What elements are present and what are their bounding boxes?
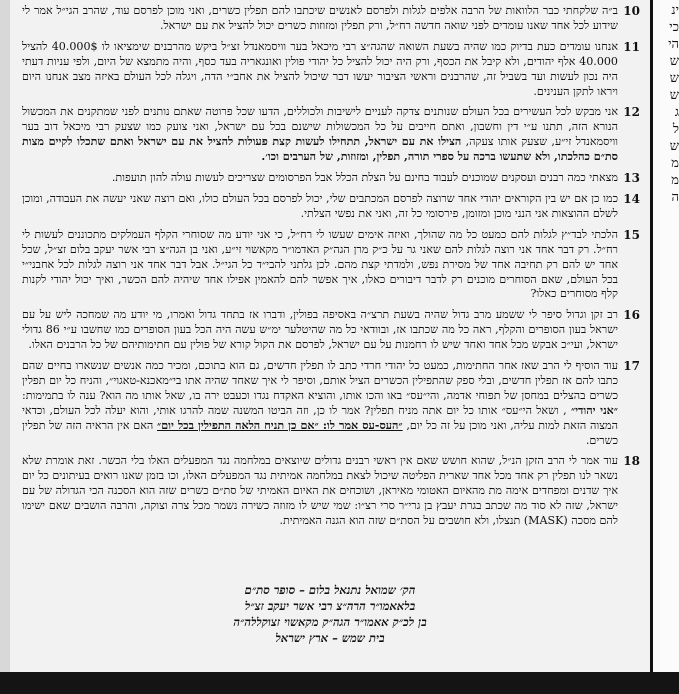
item-text: אנחנו עומדים כעת בדיוק כמו שהיה בשעת השואה שהגה״צ רבי מיכאל בער וויסמאנדל זצ״ל ביקש מהרבנים שימציאו לו 40.000$ להציל 40.000 אלף יהודים, ולא קיבל את הכסף, ורק היה יכול להציל כל יהודי פולין ואונגאריה בעד כסף, והיה מתמצא של היום, ולפי עניות דעתי היה נכון לעשות ועד בשביל זה, שהרבנים וראשי הציבור יעשו דבר שיכול להציל את אחב״י הדה, ויגלה לכל העולם באיזה מצב אנחנו היום ויראו לתקן הענינים. (22, 39, 618, 98)
list-item (22, 192, 640, 222)
list-item (22, 359, 640, 448)
list-item (22, 308, 640, 353)
item-text: ב״ה שלקחתי כבר הלוואות של הרבה אלפים לגלות ולפרסם לאנשים שיכתבו להם תפלין כשרים, ואני מוכן לפרסם עוד, שהרב הגי״ל אמר לי שידוע לכל אחד שאנו עומדים לפני שואה חדשה רח״ל, ורק תפלין ומזוזות כשרים יכול להציל את עם ישראל. (22, 4, 618, 32)
item-text-container (22, 359, 618, 448)
item-text-container (22, 105, 618, 165)
item-text: רב זקן וגדול סיפר לי ששמע מרב גדול שהיה בשעת תרצ״ה באסיפה בפולין, ודברו אז בתחד גדול ואמרו, מי יודע מה שמחכה ליש על עם ישראל בעון הסופרים והקלף, ראה כל מה שכתבו אז, ובוודאי כל מה שהיטלער ימ״ש עשה היה הכל בעון הסופרים כמו שחשבו ע״י 86 גדולי ישראל, ועי״כ אבקש מכל אחד ואחד שיש לו רחמנות על עם ישראל, לפרסם את הקול קורא של פולין עם חתימותיהם של כל הרבנים האלו. (22, 308, 619, 352)
left-page-edge (0, 0, 10, 672)
sliver-line: הי (668, 37, 679, 52)
list-item (22, 40, 640, 100)
sliver-line: ל (672, 122, 679, 137)
item-number: 16 (623, 308, 640, 323)
item-number: 13 (623, 171, 640, 186)
item-number: 15 (623, 227, 640, 242)
sliver-line: ש (669, 88, 679, 103)
item-number: 11 (623, 39, 640, 54)
document-page (10, 0, 650, 672)
item-number: 14 (623, 191, 640, 206)
sliver-line: מ (671, 173, 679, 188)
item-text: אני מבקש לכל העשירים בכל העולם שנותנים צדקה לעניים לישיבות ולכוללים, הדעו שכל פרוטה שאתם נותנים לפני שמתקנים את המכשול הנורא הזה, תתנו ע״י דין וחשבון, ואתם חייבים על כל המכשולות שישנם בכל עם ישראל, ואני צועק כמו שצעק רבי מיכאל דוב בער וויסמאנדל זי״ע, שצעק אותו צעקה, (22, 105, 619, 149)
item-bold-text: הצילו את עם ישראל, תתחילו לעשות קצת פעולות להציל את עם ישראל ואתם שתכלו לקיים מצות סת״ם כהלכתו, ולא שתעשו ברכה על ספרי תורה, תפלין, ומזוזות, של הערבים וכו׳. (22, 135, 618, 164)
sliver-line: ה (671, 190, 679, 205)
item-text: כמו כן אם יש בין הקוראים יהודי אחד שרוצה לפרסם המכתבים שלי, יכול לפרסם בכל העולם כולו, ואם רוצה שאני יעשה את העבודה, ומוכן לשלם ההוצאות אני הנני מוכן ומזומן, פירסומי כל זה, ואני את נפשי הצלתי. (22, 191, 618, 220)
item-underlined-quote: ״העס-עס אמר לו: ״אם כן תניח הלאה התפילין בכל יום״ (157, 418, 403, 432)
signature-line: בית שמש – ארץ ישראל (275, 631, 385, 645)
sliver-line: ג (674, 105, 679, 120)
list-item (22, 228, 640, 303)
item-text: מצאתי כמה רבנים ועסקנים שמוכנים לעבוד בחינם על הצלת הכלל אבל הפרסומים שצריכים לעשות עולה להון תועפות. (111, 171, 618, 185)
signature-line: בלאאמו״ר הרה״צ רבי אשר יעקב זצ״ל (244, 599, 416, 613)
sliver-line: ש (669, 54, 679, 69)
list-item (22, 105, 640, 165)
item-number: 12 (623, 105, 640, 120)
item-number: 18 (623, 454, 640, 469)
sliver-line: ש (669, 71, 679, 86)
adjacent-page-sliver (650, 0, 679, 694)
sliver-line: ש (669, 139, 679, 154)
list-item (22, 171, 640, 186)
item-text-end: האם אין הראיה הזה של תפלין כשרים. (22, 418, 618, 447)
item-text-continued: , ושאל הי״עס״ אותו כל יום אתה מניח תפלין? אמר לו כן, וזה הביטו המשנה שמה להרגו אותי, והוא יעלה לכל העולם, וכדאי המצוה הזאת למות עליה, ואני מוכן על זה כל יום, (22, 403, 619, 432)
signature-line: בן לכ״ק אאמו״ר הגה״ק מקאשוי זצוקללה״ה (233, 615, 427, 629)
sliver-line: כי (669, 20, 679, 35)
list-item (22, 4, 640, 34)
item-text: הלכתי לבד״ץ לגלות להם כמעט כל מה שהולך, ואיזה אימים שעשו לי רח״ל, כי אני יודע מה שסוחרי הקלף העמלקים מתכוננים לעשות לי רח״ל. רק דבר אחד אני רוצה לגלות להם שאני גר על כ״ק מרן הגה״ק האדמו״ר מקאשוי זי״ע, ואני בן הגה״צ רבי אשר יעקב בלום זצ״ל, שכל אחד יש להם רק תחיבה אחד של מסירת נפש, ולמדתי קצת מהם. לכן גלתני להבי״ד כל הגי״ל. אבל דבר אחד אני רוצה לגלות לכל אחבני״י בכל העולם, שאם הסוחרים מוכנים רק לדבר דיבורים כאלו, איך אפשר להם להאמין אפילו אחד שיהיה להם הכשר, ואיך יכול יהודי לקנות קלף מסוחרים כאלו? (22, 227, 618, 301)
signature-line: הק׳ שמואל נתנאל בלום – סופר סת״ם (244, 583, 416, 597)
item-text: עוד אמר לי הרב הזקן הנ״ל, שהוא חושש שאם אין ראשי רבנים גדולים שיוצאים במלחמה נגד המפעלים האלו בלי הכשר. זאת אומרת שלא נשאר לנו תפלין רק אחד מכל אחד שארית הפליטה שיכול לצאת במלחמה אמיתית נגד המפעלים האלו, וכו בזמן שאנו רואים בעיתונים כל יום איך שדנים ומפחדים אימה מת מהאיום האטומי מאיראן, ושוכחים את האיום האמיתי של סת״ם כשרים שזה הוא הסכנה הכי הגדולה של עם ישראל, שזה לא סוד מה שכתב בגרת יעבץ בן גרי״ר סרי רצ״ו: שמי שיש לו מזוזה כשירה נשמר מכל צרה וצוקה, והרבה הושבים שאם ישימו להם מסכה (MASK) תנצלו, ולא חושבים על הסת״ם שזה הוא הגנה האמיתית. (22, 454, 618, 528)
list-item (22, 454, 640, 529)
bottom-dark-border (0, 672, 679, 694)
sliver-line: מ (671, 156, 679, 171)
numbered-items (22, 4, 640, 535)
item-number: 10 (623, 4, 640, 18)
sliver-line: ינ (671, 3, 679, 18)
item-number: 17 (623, 359, 640, 374)
sliver-text (653, 0, 679, 208)
item-text: עוד הוסיף לי הרב שאז אחר החתימות, כמעט כל יהודי חרדי כתב לו תפלין חדשים, גם הוא בתוכם, ומכיר כמה אנשים שנשארו בחיים שהם כתבו להם אז תפלין חדשים, ובלי ספק שהתפילין הכשרים הציל אותם, וסיפר לי איך שאחד שהיה אתו בי״מאכנא-טאגוי״, והניח כל יום תפלין כשרים בהצלים במחסן של תפוחי אדמה, והי״עס״ באו והכו אותו, והוציא האקדח נגדו וכעבט ירה בו, שאל אותו מה הוא? ענה לו בתמימות: (22, 359, 618, 402)
signature-block (140, 582, 520, 646)
item-bold-text: ״אני יהודי״ (570, 403, 619, 417)
